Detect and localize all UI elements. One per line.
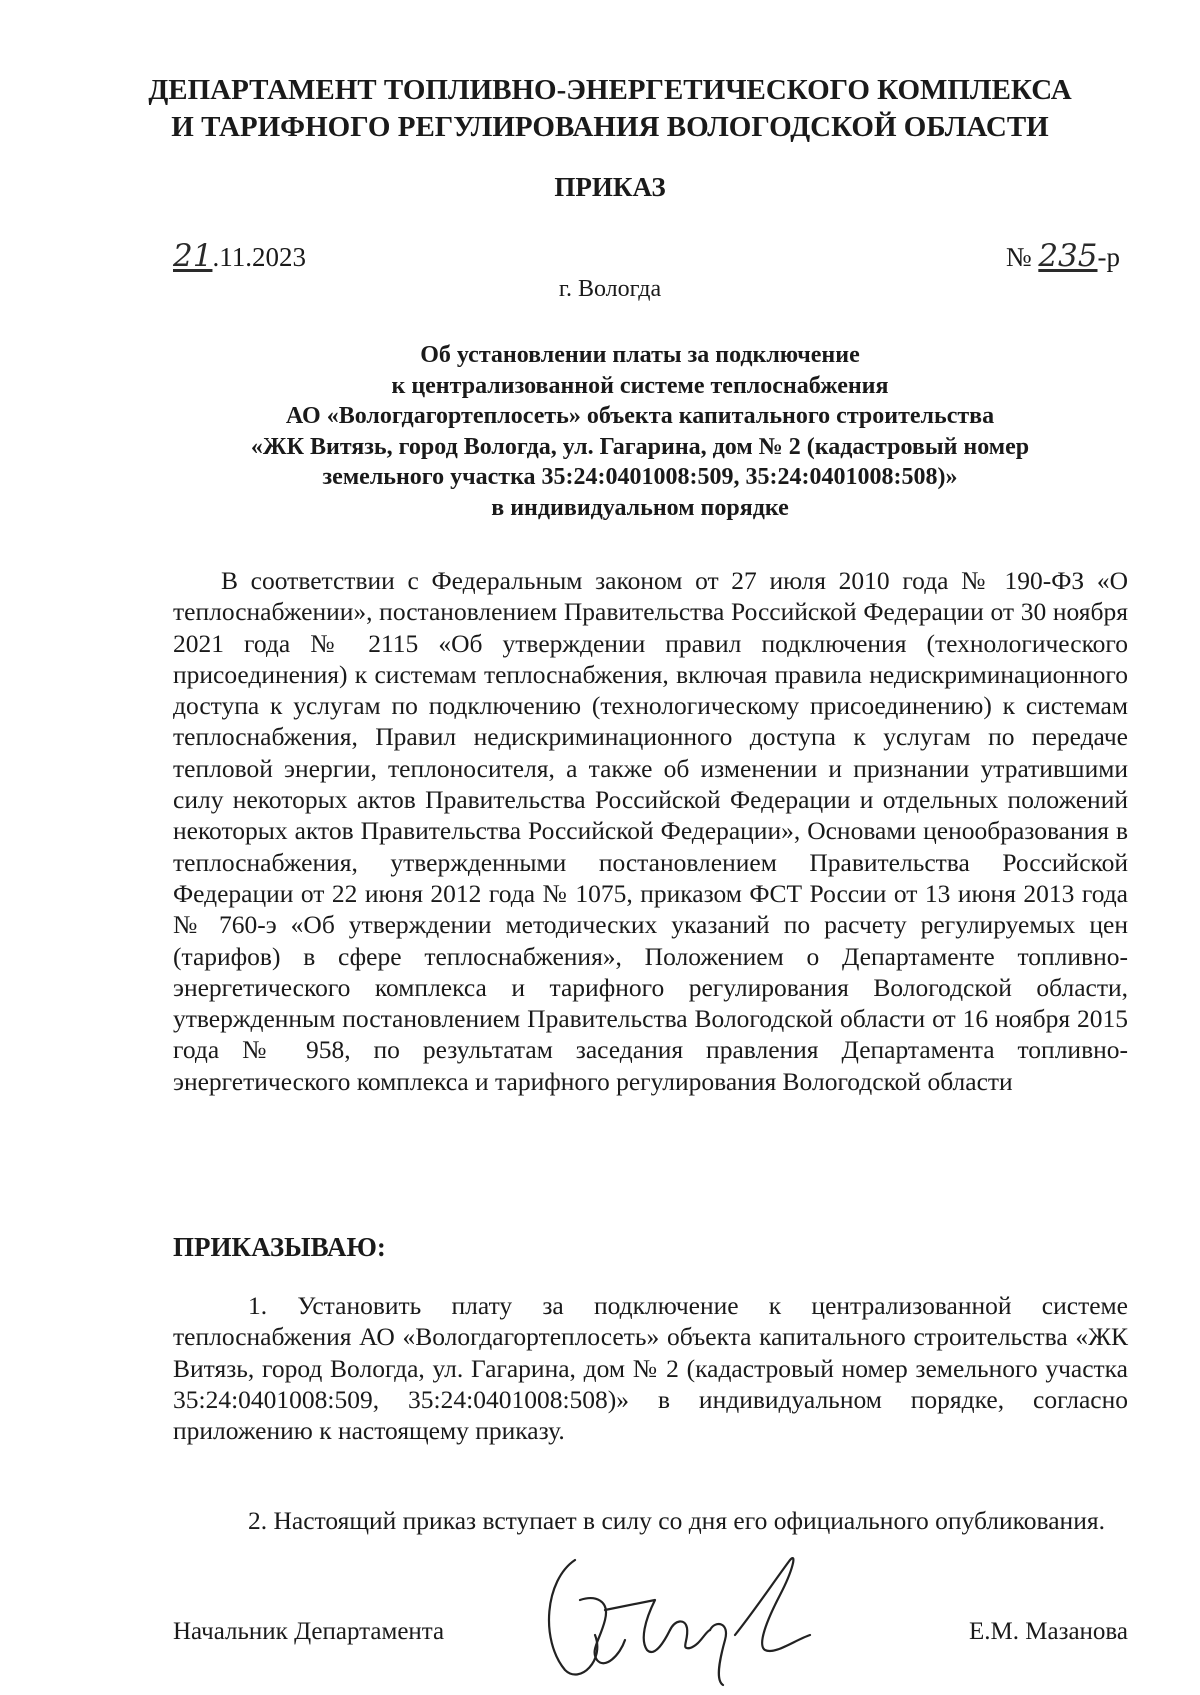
subject-line: Об установлении платы за подключение [420,342,860,368]
order-date [173,238,306,274]
preamble-paragraph: В соответствии с Федеральным законом от 27 июля 2010 года № 190-ФЗ «О теплоснабжении», постановлением Правительства Российской Федерации от 30 ноября 2021 года № 2115 «Об утверждении правил подключения (технологического присоединения) к системам теплоснабжения, включая правила недискриминационного доступа к услугам по подключению (технологическому присоединению) к системам теплоснабжения, Правил недискриминационного доступа к услугам по передаче тепловой энергии, теплоносителя, а также об изменении и признании утратившими силу некоторых актов Правительства Российской Федерации и отдельных положений некоторых актов Правительства Российской Федерации», Основами ценообразования в теплоснабжения, утвержденными постановлением Правительства Российской Федерации от 22 июня 2012 года № 1075, приказом ФСТ России от 13 июня 2013 года № 760-э «Об утверждении методических указаний по расчету регулируемых цен (тарифов) в сфере теплоснабжения», Положением о Департаменте топливно-энергетического комплекса и тарифного регулирования Вологодской области, утвержденным постановлением Правительства Вологодской области от 16 ноября 2015 года № 958, по результатам заседания правления Департамента топливно-энергетического комплекса и тарифного регулирования Вологодской области [173,566,1128,1096]
order-item-1: 1. Установить плату за подключение к централизованной системе теплоснабжения АО «Вологдагортеплосеть» объекта капитального строительства «ЖК Витязь, город Вологда, ул. Гагарина, дом № 2 (кадастровый номер земельного участка 35:24:0401008:509, 35:24:0401008:508)» в индивидуальном порядке, согласно приложению к настоящему приказу. [173,1291,1128,1446]
order-number [1006,238,1120,274]
signatory-name: Е.М. Мазанова [969,1618,1128,1645]
number-sign: № [1005,242,1032,272]
city: г. Вологда [558,276,662,302]
number-handwritten: 235 [1038,238,1098,274]
subject-line: земельного участка 35:24:0401008:509, 35:24:0401008:508)» [322,464,958,490]
subject-line: АО «Вологдагортеплосеть» объекта капитального строительства [285,403,995,429]
order-subject [130,340,1150,523]
subject-line: «ЖК Витязь, город Вологда, ул. Гагарина, дом № 2 (кадастровый номер [250,433,1030,460]
department-title-line-2: И ТАРИФНОГО РЕГУЛИРОВАНИЯ ВОЛОГОДСКОЙ ОБЛАСТИ [171,111,1049,143]
date-day-handwritten: 21 [173,238,213,274]
handwritten-signature [535,1540,835,1690]
decree-word: ПРИКАЗЫВАЮ: [173,1232,386,1262]
subject-line: в индивидуальном порядке [491,494,789,521]
date-month-year: .11.2023 [212,242,306,272]
number-suffix: -р [1097,242,1120,272]
subject-line: к централизованной системе теплоснабжения [391,372,889,399]
doc-type-heading: ПРИКАЗ [554,172,666,202]
department-title [0,72,1200,146]
order-item-2: 2. Настоящий приказ вступает в силу со дня его официального опубликования. [248,1506,1105,1535]
department-title-line-1: ДЕПАРТАМЕНТ ТОПЛИВНО-ЭНЕРГЕТИЧЕСКОГО КОМПЛЕКСА [148,74,1072,106]
signatory-position: Начальник Департамента [173,1618,445,1645]
